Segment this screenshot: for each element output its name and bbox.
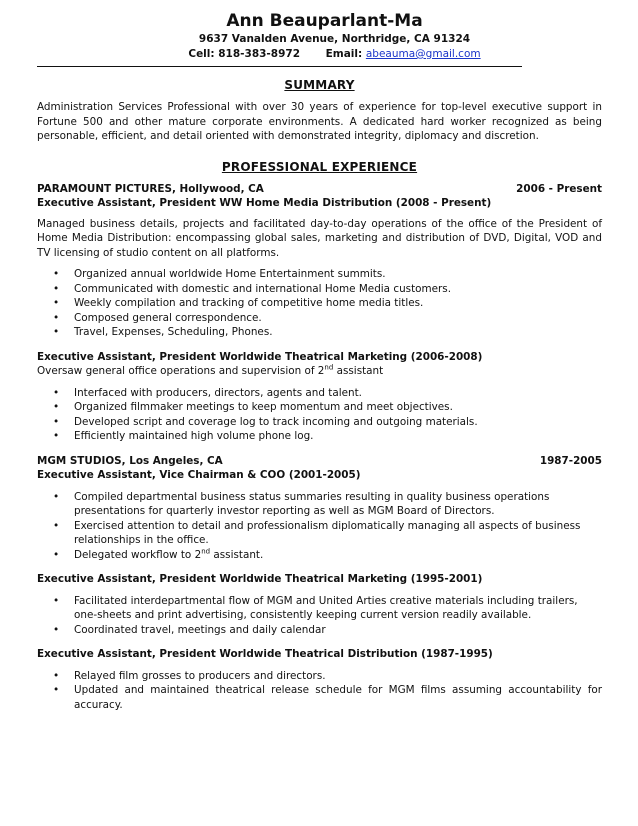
address-line: 9637 Vanalden Avenue, Northridge, CA 91324 bbox=[198, 33, 471, 45]
candidate-name: Ann Beauparlant-Ma bbox=[226, 11, 423, 31]
experience-heading: PROFESSIONAL EXPERIENCE bbox=[221, 159, 418, 174]
email-label: Email: bbox=[325, 48, 363, 60]
job-title: Executive Assistant, President Worldwide Theatrical Marketing (2006-2008) bbox=[37, 350, 483, 363]
list-item: • Exercised attention to detail and professionalism diplomatically managing all aspects of business relationships in the office. bbox=[53, 519, 581, 546]
list-item: • Travel, Expenses, Scheduling, Phones. bbox=[53, 326, 273, 338]
employer-row bbox=[37, 454, 602, 469]
list-item: • Composed general correspondence. bbox=[53, 311, 262, 324]
bullet-icon: • bbox=[53, 519, 60, 532]
summary-heading: SUMMARY bbox=[284, 78, 355, 92]
list-item: • Communicated with domestic and international Home Media customers. bbox=[53, 282, 452, 295]
duties-list bbox=[37, 386, 602, 444]
bullet-icon: • bbox=[53, 669, 60, 682]
job-description: Managed business details, projects and facilitated day-to-day operations of the office of the President of Home Media Distribution: encompassing global sales, marketing and distribution of DVD, Digital, VOD and TV licensing of studio content on all platforms. bbox=[37, 217, 602, 259]
list-item: • Developed script and coverage log to track incoming and outgoing materials. bbox=[53, 415, 478, 428]
resume-page bbox=[37, 10, 602, 712]
employer-name: MGM STUDIOS, Los Angeles, CA bbox=[37, 454, 223, 467]
bullet-icon: • bbox=[53, 594, 60, 607]
list-item: • Updated and maintained theatrical release schedule for MGM films assuming accountability for accuracy. bbox=[53, 684, 602, 711]
bullet-icon: • bbox=[53, 415, 60, 428]
email-link[interactable]: abeauma@gmail.com bbox=[365, 48, 481, 60]
bullet-icon: • bbox=[53, 268, 60, 280]
employment-dates: 2006 - Present bbox=[516, 182, 602, 195]
list-item: • Relayed film grosses to producers and directors. bbox=[53, 669, 326, 682]
bullet-icon: • bbox=[53, 430, 60, 442]
duties-list bbox=[37, 490, 602, 563]
list-item: • Facilitated interdepartmental flow of MGM and United Arties creative materials including trailers, one-sheets and print advertising, consistently keeping current version readily available. bbox=[53, 594, 578, 621]
bullet-icon: • bbox=[53, 684, 60, 696]
job-title: Executive Assistant, President Worldwide Theatrical Marketing (1995-2001) bbox=[37, 573, 483, 585]
contact-line bbox=[37, 47, 602, 62]
employment-dates: 1987-2005 bbox=[539, 454, 602, 467]
bullet-icon: • bbox=[53, 386, 60, 399]
job-title: Executive Assistant, Vice Chairman & COO (2001-2005) bbox=[37, 469, 361, 481]
list-item: • Organized filmmaker meetings to keep momentum and meet objectives. bbox=[53, 401, 453, 413]
list-item: • Efficiently maintained high volume phone log. bbox=[53, 430, 314, 442]
list-item: • Delegated workflow to 2nd assistant. bbox=[53, 547, 264, 561]
bullet-icon: • bbox=[53, 311, 60, 324]
bullet-icon: • bbox=[53, 623, 60, 636]
summary-text: Administration Services Professional with over 30 years of experience for top-level executive support in Fortune 500 and other mature corporate environments. A dedicated hard worker recognized as being personable, efficient, and detail oriented with demonstrated integrity, diplomacy and discretion. bbox=[37, 101, 602, 142]
bullet-icon: • bbox=[53, 297, 60, 309]
bullet-icon: • bbox=[53, 548, 60, 561]
list-item: • Compiled departmental business status summaries resulting in quality business operations presentations for quarterly investor reporting as well as MGM Board of Directors. bbox=[53, 490, 550, 517]
duties-list bbox=[37, 669, 602, 713]
list-item: • Coordinated travel, meetings and daily calendar bbox=[53, 623, 326, 636]
cell-phone: Cell: 818-383-8972 bbox=[188, 48, 301, 60]
bullet-icon: • bbox=[53, 326, 60, 338]
job-title: Executive Assistant, President Worldwide Theatrical Distribution (1987-1995) bbox=[37, 648, 493, 660]
list-item: • Organized annual worldwide Home Entertainment summits. bbox=[53, 268, 386, 280]
job-title: Executive Assistant, President WW Home Media Distribution (2008 - Present) bbox=[37, 197, 492, 209]
employer-row bbox=[37, 182, 602, 197]
job-description: Oversaw general office operations and supervision of 2nd assistant bbox=[37, 363, 384, 377]
duties-list bbox=[37, 267, 602, 340]
list-item: • Interfaced with producers, directors, agents and talent. bbox=[53, 386, 362, 399]
duties-list bbox=[37, 594, 602, 638]
bullet-icon: • bbox=[53, 282, 60, 295]
employer-name: PARAMOUNT PICTURES, Hollywood, CA bbox=[37, 182, 264, 195]
bullet-icon: • bbox=[53, 490, 60, 503]
bullet-icon: • bbox=[53, 401, 60, 413]
list-item: • Weekly compilation and tracking of competitive home media titles. bbox=[53, 297, 424, 309]
header-divider bbox=[37, 66, 522, 67]
